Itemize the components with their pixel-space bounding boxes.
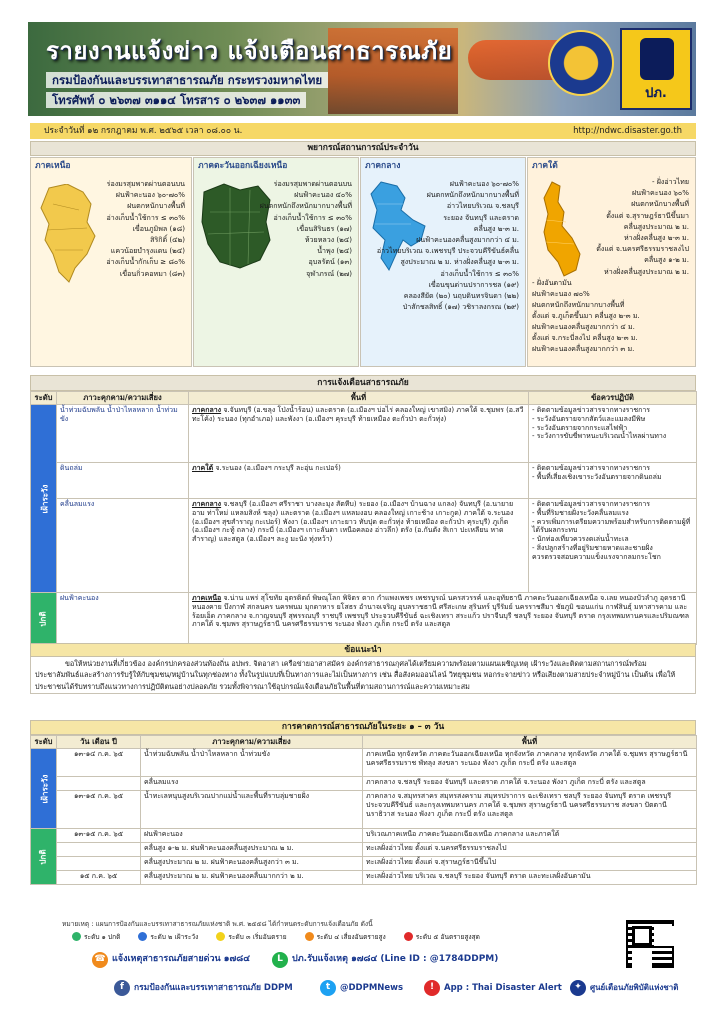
alert-app-icon: ! — [424, 980, 440, 996]
threat-cell: คลื่นลมแรง — [141, 777, 363, 791]
region-card-northeast — [193, 157, 359, 367]
table-row — [31, 857, 697, 871]
table-row — [31, 829, 697, 843]
forecast3-heading: การคาดการณ์สาธารณภัยในระยะ ๑ – ๓ วัน — [30, 720, 696, 735]
level-badge-normal: ปกติ — [31, 829, 57, 885]
threat-cell: คลื่นลมแรง — [57, 499, 189, 593]
threat-cell: น้ำทะเลหนุนสูงบริเวณปากแม่น้ำและพื้นที่ราบลุ่มชายฝั่ง — [141, 791, 363, 829]
area-cell: ภาคกลาง จ.ชลบุรี ระยอง จันทบุรี และตราด ภาคใต้ จ.ระนอง พังงา ภูเก็ต กระบี่ ตรัง และสตูล — [363, 777, 697, 791]
date-cell: ๑๓-๑๕ ก.ค. ๖๕ — [57, 829, 141, 843]
date-cell: ๑๓-๑๕ ก.ค. ๖๕ — [57, 791, 141, 829]
threat-cell: คลื่นสูงประมาณ ๒ ม. ฝนฟ้าคะนองคลื่นสูงกว่า ๓ ม. — [141, 857, 363, 871]
table-row — [31, 405, 697, 463]
region-forecast-gulf: - ฝั่งอ่าวไทย ฝนฟ้าคะนอง ๖๐% ฝนตกหนักบางพื้นที่ ตั้งแต่ จ.สุราษฎร์ธานีขึ้นมา คลื่นสูงประมาณ ๒ ม. ห่างฝั่งคลื่นสูง ๒-๓ ม. ตั้งแต่ จ.นครศรีธรรมราชลงไป คลื่นสูง ๑-๒ ม. ห่างฝั่งคลื่นสูงประมาณ ๒ ม. — [596, 177, 689, 276]
agency-contact: โทรศัพท์ ๐ ๒๖๓๗ ๓๑๑๔ โทรสาร ๐ ๒๖๓๗ ๑๑๓๓ — [46, 92, 306, 108]
col-area: พื้นที่ — [363, 736, 697, 749]
legend-item: ระดับ ๓ เริ่มอันตราย — [216, 932, 286, 941]
center-logo-icon: ✦ — [570, 980, 586, 996]
area-cell: ทะเลฝั่งอ่าวไทย ตั้งแต่ จ.สุราษฎร์ธานีขึ้นไป — [363, 857, 697, 871]
table-row — [31, 463, 697, 499]
area-cell: ภาคกลาง จ.ชลบุรี (อ.เมืองฯ ศรีราชา บางละมุง สัตหีบ) ระยอง (อ.เมืองฯ บ้านฉาง แกลง) จันทบุรี (อ.นายายอาม ท่าใหม่ แหลมสิงห์ ขลุง) และตราด (อ.เมืองฯ แหลมงอบ คลองใหญ่ เกาะช้าง เกาะกูด) ภาคใต้ จ.ระนอง (อ.เมืองฯ สุขสำราญ กะเปอร์) พังงา (อ.เมืองฯ เกาะยาว ทับปุด ตะกั่วทุ่ง ท้ายเหมือง ตะกั่วป่า คุระบุรี) ภูเก็ต (อ.เมืองฯ กะทู้ ถลาง) กระบี่ (อ.เมืองฯ เกาะลันตา เหนือคลอง อ่าวลึก) ตรัง (อ.กันตัง สิเกา ปะเหลียน หาดสำราญ) และสตูล (อ.เมืองฯ ละงู มะนัง ทุ่งหว้า) — [189, 499, 529, 593]
region-forecast-lines: ฝนฟ้าคะนอง ๖๐-๗๐% ฝนตกหนักถึงหนักมากบางพื้นที่ อ่าวไทยบริเวณ จ.ชลบุรี ระยอง จันทบุรี และตราด คลื่นสูง ๒-๓ ม. ฝนฟ้าคะนองคลื่นสูงมากกว่า ๔ ม. อ่าวไทยบริเวณ จ.เพชรบุรี ประจวบคีรีขันธ์คลื่น สูงประมาณ ๒ ม. ห่างฝั่งคลื่นสูง ๒-๓ ม. อ่างเก็บน้ำใช้การ ≤ ๓๐% เขื่อนขุนด่านปราการชล (๑๙) คลองสียัด (๒๐) นฤบดินทรจินดา (๒๒) ป่าสักชลสิทธิ์ (๑๗) วชิราลงกรณ (๒๙) — [376, 179, 519, 312]
actions-cell: - ติดตามข้อมูลข่าวสารจากทางราชการ - ระวังอันตรายจากสัตว์และแมลงมีพิษ - ระวังอันตรายจากกระแสไฟฟ้า - ระวังการขับขี่พาหนะบริเวณน้ำไหลผ่านทาง — [529, 405, 697, 463]
threat-cell: น้ำท่วมฉับพลัน น้ำป่าไหลหลาก น้ำท่วมขัง — [141, 749, 363, 777]
twitter-icon: t — [320, 980, 336, 996]
hotline-contact[interactable]: ☎ แจ้งเหตุสาธารณภัยสายด่วน ๑๗๘๔ — [92, 952, 250, 968]
date-cell — [57, 857, 141, 871]
advice-text: ขอให้หน่วยงานที่เกี่ยวข้อง องค์กรปกครองส่วนท้องถิ่น อปพร. จิตอาสา เครือข่ายอาสาสมัคร องค์กรสาธารณกุศลได้เตรียมความพร้อมตามแผนเผชิญเหตุ เฝ้าระวังและติดตามสถานการณ์พร้อมประชาสัมพันธ์และสร้างการรับรู้ให้กับชุมชน/หมู่บ้านในทุกช่องทาง ทั้งในรูปแบบที่เป็นทางการและไม่เป็นทางการ เช่น สื่อสังคมออนไลน์ วิทยุชุมชน หอกระจายข่าว หรือเสียงตามสายประจำหมู่บ้าน เป็นต้น เพื่อให้ประชาชนได้รับทราบถึงแนวทางการปฏิบัติตนอย่างปลอดภัย รวมทั้งพิจารณาใช้อุปกรณ์แจ้งเตือนภัยในพื้นที่ตามสถานการณ์และความเหมาะสม — [30, 657, 696, 694]
ddpm-logo — [620, 28, 692, 110]
threat-cell: คลื่นสูง ๑-๒ ม. ฝนฟ้าคะนองคลื่นสูงประมาณ ๒ ม. — [141, 843, 363, 857]
legend-items — [72, 932, 622, 941]
region-forecast-andaman: - ฝั่งอันดามัน ฝนฟ้าคะนอง ๗๐% ฝนตกหนักถึงหนักมากบางพื้นที่ ตั้งแต่ จ.ภูเก็ตขึ้นมา คลื่นสูง ๒-๓ ม. ฝนฟ้าคะนองคลื่นสูงมากกว่า ๔ ม. ตั้งแต่ จ.กระบี่ลงไป คลื่นสูง ๒-๓ ม. ฝนฟ้าคะนองคลื่นสูงมากกว่า ๓ ม. — [532, 278, 640, 353]
page-title: รายงานแจ้งข่าว แจ้งเตือนสาธารณภัย — [46, 37, 453, 65]
facebook-link[interactable]: f กรมป้องกันและบรรเทาสาธารณภัย DDPM — [114, 980, 293, 996]
table-row — [31, 593, 697, 645]
south-map — [534, 180, 584, 280]
level-badge-watch: เฝ้าระวัง — [31, 405, 57, 593]
level-1-dot-icon — [72, 932, 81, 941]
date-cell: ๑๕ ก.ค. ๖๕ — [57, 871, 141, 885]
date-cell — [57, 843, 141, 857]
north-map — [39, 184, 99, 284]
level-badge-watch: เฝ้าระวัง — [31, 749, 57, 829]
threat-cell: น้ำท่วมฉับพลัน น้ำป่าไหลหลาก น้ำท่วมขัง — [57, 405, 189, 463]
phone-icon: ☎ — [92, 952, 108, 968]
col-actions: ข้อควรปฏิบัติ — [529, 392, 697, 405]
threat-cell: คลื่นสูงประมาณ ๒ ม. ฝนฟ้าคะนองคลื่นมากกว่า ๒ ม. — [141, 871, 363, 885]
region-name: ภาคตะวันออกเฉียงเหนือ — [198, 161, 288, 171]
table-row — [31, 777, 697, 791]
report-info-line — [30, 123, 696, 139]
col-threat: ภาวะคุกคาม/ความเสี่ยง — [141, 736, 363, 749]
date-cell — [57, 777, 141, 791]
forecast-heading: พยากรณ์สถานการณ์ประจำวัน — [30, 141, 696, 156]
region-card-central — [360, 157, 526, 367]
area-cell: ภาคกลาง จ.จันทบุรี (อ.ขลุง โป่งน้ำร้อน) และตราด (อ.เมืองฯ บ่อไร่ คลองใหญ่ เขาสมิง) ภาคใต้ จ.ชุมพร (อ.สวี ทะโค้ง) ระนอง (ทุกอำเภอ) และพังงา (อ.เมืองฯ คุระบุรี ท้ายเหมือง ตะกั่วป่า ตะกั่วทุ่ง) — [189, 405, 529, 463]
level-2-dot-icon — [138, 932, 147, 941]
advice-heading: ข้อแนะนำ — [30, 643, 696, 657]
table-row — [31, 871, 697, 885]
region-forecast-lines: ร่องมรสุมพาดผ่านตอนบน ฝนฟ้าคะนอง ๖๐-๗๐% ฝนตกหนักบางพื้นที่ อ่างเก็บน้ำใช้การ ≤ ๓๐% เขื่อนภูมิพล (๑๘) สิริกิติ์ (๔๒) แควน้อยบำรุงแดน (๒๔) อ่างเก็บน้ำกักเก็บ ≥ ๘๐% เขื่อนกิ่วคอหมา (๘๓) — [106, 179, 185, 278]
area-cell: บริเวณภาคเหนือ ภาคตะวันออกเฉียงเหนือ ภาคกลาง และภาคใต้ — [363, 829, 697, 843]
legend-item: ระดับ ๔ เสี่ยงอันตรายสูง — [305, 932, 386, 941]
region-name: ภาคกลาง — [365, 161, 401, 171]
area-cell: ภาคกลาง จ.สมุทรสาคร สมุทรสงคราม สมุทรปราการ ฉะเชิงเทรา ชลบุรี ระยอง จันทบุรี ตราด เพชรบุรี ประจวบคีรีขันธ์ และกรุงเทพมหานคร ภาคใต้ จ.ชุมพร สุราษฎร์ธานี นครศรีธรรมราช สงขลา ปัตตานี นราธิวาส ระนอง พังงา ภูเก็ต กระบี่ ตรัง และสตูล — [363, 791, 697, 829]
legend — [62, 920, 622, 941]
region-forecast-lines: ร่องมรสุมพาดผ่านตอนบน ฝนฟ้าคะนอง ๔๐% ฝนตกหนักถึงหนักมากบางพื้นที่ อ่างเก็บน้ำใช้การ ≤ ๓๐% เขื่อนสิรินธร (๑๗) ห้วยหลวง (๒๔) น้ำพุง (๒๔) อุบลรัตน์ (๑๓) จุฬาภรณ์ (๒๗) — [259, 179, 352, 278]
col-area: พื้นที่ — [189, 392, 529, 405]
legend-note: หมายเหตุ : แผนการป้องกันและบรรเทาสาธารณภัยแห่งชาติ พ.ศ. ๒๕๕๘ ได้กำหนดระดับการแจ้งเตือนภัย ดังนี้ — [62, 920, 373, 928]
area-cell: ภาคเหนือ จ.น่าน แพร่ สุโขทัย อุตรดิตถ์ พิษณุโลก พิจิตร ตาก กำแพงเพชร เพชรบูรณ์ นครสวรรค์ และอุทัยธานี ภาคตะวันออกเฉียงเหนือ จ.เลย หนองบัวลำภู อุดรธานี หนองคาย บึงกาฬ สกลนคร นครพนม มุกดาหาร ยโสธร อำนาจเจริญ อุบลราชธานี ศรีสะเกษ สุรินทร์ บุรีรัมย์ นครราชสีมา ชัยภูมิ ขอนแก่น กาฬสินธุ์ มหาสารคาม และร้อยเอ็ด ภาคกลาง จ.กาญจนบุรี สุพรรณบุรี ราชบุรี เพชรบุรี ประจวบคีรีขันธ์ ฉะเชิงเทรา สระแก้ว ปราจีนบุรี ชลบุรี ระยอง จันทบุรี ตราด กรุงเทพมหานครและปริมณฑล ภาคใต้ จ.ชุมพร สุราษฎร์ธานี นครศรีธรรมราช ระนอง พังงา ภูเก็ต กระบี่ ตรัง และสตูล — [189, 593, 697, 645]
region-card-north — [30, 157, 192, 367]
actions-cell: - ติดตามข้อมูลข่าวสารจากทางราชการ - พื้นที่เสี่ยงเชิงเขาระวังอันตรายจากดินถล่ม — [529, 463, 697, 499]
col-date: วัน เดือน ปี — [57, 736, 141, 749]
date-cell: ๑๓-๑๔ ก.ค. ๖๕ — [57, 749, 141, 777]
app-link[interactable]: ! App : Thai Disaster Alert — [424, 980, 562, 996]
legend-item: ระดับ ๒ เฝ้าระวัง — [138, 932, 198, 941]
report-date: ประจำวันที่ ๑๒ กรกฎาคม พ.ศ. ๒๕๖๕ เวลา ๐๘.๐๐ น. — [44, 125, 243, 136]
level-3-dot-icon — [216, 932, 225, 941]
warning-center: ✦ ศูนย์เตือนภัยพิบัติแห่งชาติ — [570, 980, 678, 996]
col-threat: ภาวะคุกคาม/ความเสี่ยง — [57, 392, 189, 405]
col-level: ระดับ — [31, 736, 57, 749]
ministry-logo — [548, 30, 614, 96]
level-badge-normal: ปกติ — [31, 593, 57, 645]
table-row — [31, 843, 697, 857]
col-level: ระดับ — [31, 392, 57, 405]
threat-cell: ฝนฟ้าคะนอง — [141, 829, 363, 843]
actions-cell: - ติดตามข้อมูลข่าวสารจากทางราชการ - พื้นที่ริมชายฝั่งระวังคลื่นลมแรง - ควรเพิ่มการเตรียมความพร้อมสำหรับการติดตามผู้ที่ได้รับผลกระทบ - นักท่องเที่ยวควรงดเล่นน้ำทะเล - สิ่งปลูกสร้างที่อยู่ริมชายหาดและชายฝั่ง ควรตรวจสอบความแข็งแรงจากลมกระโชก — [529, 499, 697, 593]
region-name: ภาคใต้ — [532, 161, 558, 171]
table-row — [31, 791, 697, 829]
legend-item: ระดับ ๑ ปกติ — [72, 932, 120, 941]
warning-table — [30, 391, 697, 645]
line-app-icon: L — [272, 952, 288, 968]
area-cell: ทะเลฝั่งอ่าวไทย บริเวณ จ.ชลบุรี ระยอง จันทบุรี ตราด และทะเลฝั่งอันดามัน — [363, 871, 697, 885]
threat-cell: ฝนฟ้าคะนอง — [57, 593, 189, 645]
level-5-dot-icon — [404, 932, 413, 941]
ddpm-logo-text: ปภ. — [645, 85, 667, 101]
threat-cell: ดินถล่ม — [57, 463, 189, 499]
hand-icon — [640, 38, 674, 80]
forecast3-table — [30, 735, 697, 885]
header-banner — [28, 22, 696, 116]
warning-heading: การแจ้งเตือนสาธารณภัย — [30, 375, 696, 391]
region-name: ภาคเหนือ — [35, 161, 71, 171]
qr-code[interactable] — [626, 920, 674, 968]
table-row — [31, 499, 697, 593]
twitter-link[interactable]: t @DDPMNews — [320, 980, 403, 996]
region-card-south — [527, 157, 696, 367]
area-cell: ภาคเหนือ ทุกจังหวัด ภาคตะวันออกเฉียงเหนือ ทุกจังหวัด ภาคกลาง ทุกจังหวัด ภาคใต้ จ.ชุมพร สุราษฎร์ธานี นครศรีธรรมราช พัทลุง สงขลา ระนอง พังงา ภูเก็ต กระบี่ ตรัง และสตูล — [363, 749, 697, 777]
legend-item: ระดับ ๕ อันตรายสูงสุด — [404, 932, 480, 941]
table-row — [31, 749, 697, 777]
website-link[interactable]: http://ndwc.disaster.go.th — [573, 125, 682, 136]
line-contact[interactable]: L ปภ.รับแจ้งเหตุ ๑๗๘๔ (Line ID : @1784DDPM) — [272, 952, 498, 968]
agency-name: กรมป้องกันและบรรเทาสาธารณภัย กระทรวงมหาดไทย — [46, 72, 328, 88]
facebook-icon: f — [114, 980, 130, 996]
level-4-dot-icon — [305, 932, 314, 941]
area-cell: ทะเลฝั่งอ่าวไทย ตั้งแต่ จ.นครศรีธรรมราชลงไป — [363, 843, 697, 857]
area-cell: ภาคใต้ จ.ระนอง (อ.เมืองฯ กระบุรี ละอุ่น กะเปอร์) — [189, 463, 529, 499]
